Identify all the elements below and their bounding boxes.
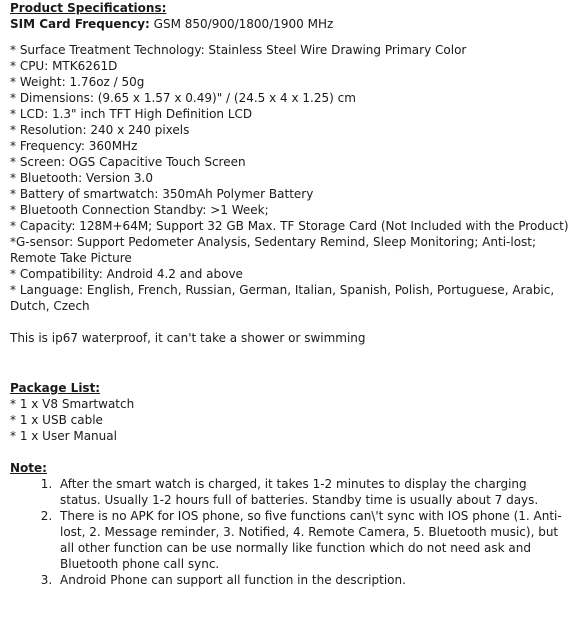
spec-item: * Capacity: 128M+64M; Support 32 GB Max. TF Storage Card (Not Included with the Product) bbox=[10, 219, 569, 233]
spec-item: * Resolution: 240 x 240 pixels bbox=[10, 123, 190, 137]
spec-item: * Frequency: 360MHz bbox=[10, 139, 138, 153]
spacer bbox=[10, 444, 570, 460]
spec-item: * Bluetooth: Version 3.0 bbox=[10, 171, 153, 185]
note-heading: Note: bbox=[10, 461, 47, 475]
sim-frequency-value: GSM 850/900/1800/1900 MHz bbox=[149, 17, 334, 31]
spec-item: * Weight: 1.76oz / 50g bbox=[10, 75, 145, 89]
note-item: 3. Android Phone can support all function in the description. bbox=[56, 572, 570, 588]
spec-item: * Dimensions: (9.65 x 1.57 x 0.49)" / (24.5 x 4 x 1.25) cm bbox=[10, 91, 356, 105]
spacer bbox=[10, 314, 570, 330]
product-description bbox=[10, 0, 570, 588]
specifications-heading: Product Specifications: bbox=[10, 1, 167, 15]
sim-frequency-label: SIM Card Frequency: bbox=[10, 17, 150, 31]
spec-item: * Battery of smartwatch: 350mAh Polymer Battery bbox=[10, 187, 314, 201]
spec-item: * Bluetooth Connection Standby: >1 Week; bbox=[10, 203, 269, 217]
waterproof-note: This is ip67 waterproof, it can't take a shower or swimming bbox=[10, 331, 366, 345]
note-list bbox=[10, 476, 570, 588]
package-item: * 1 x USB cable bbox=[10, 413, 103, 427]
note-item: 1. After the smart watch is charged, it takes 1-2 minutes to display the charging status. Usually 1-2 hours full of batteries. Standby time is usually about 7 days. bbox=[56, 476, 570, 508]
spec-item: * Surface Treatment Technology: Stainless Steel Wire Drawing Primary Color bbox=[10, 43, 467, 57]
package-list-heading: Package List: bbox=[10, 381, 101, 395]
package-item: * 1 x V8 Smartwatch bbox=[10, 397, 135, 411]
spec-item: * LCD: 1.3" inch TFT High Definition LCD bbox=[10, 107, 253, 121]
spec-item: * Language: English, French, Russian, German, Italian, Spanish, Polish, Portuguese, Arabic, Dutch, Czech bbox=[10, 283, 555, 313]
spacer bbox=[10, 32, 570, 42]
note-item: 2. There is no APK for IOS phone, so five functions can\'t sync with IOS phone (1. Anti-lost, 2. Message reminder, 3. Notified, 4. Remote Camera, 5. Bluetooth music), but all other function can be use normally like function which do not need ask and Bluetooth phone call sync. bbox=[56, 508, 570, 572]
spec-item: * Compatibility: Android 4.2 and above bbox=[10, 267, 243, 281]
sim-frequency-line bbox=[10, 16, 570, 32]
spec-item: * Screen: OGS Capacitive Touch Screen bbox=[10, 155, 246, 169]
spec-item: * CPU: MTK6261D bbox=[10, 59, 118, 73]
spacer bbox=[10, 346, 570, 380]
spec-item: *G-sensor: Support Pedometer Analysis, Sedentary Remind, Sleep Monitoring; Anti-lost; Remote Take Picture bbox=[10, 235, 537, 265]
package-item: * 1 x User Manual bbox=[10, 429, 117, 443]
